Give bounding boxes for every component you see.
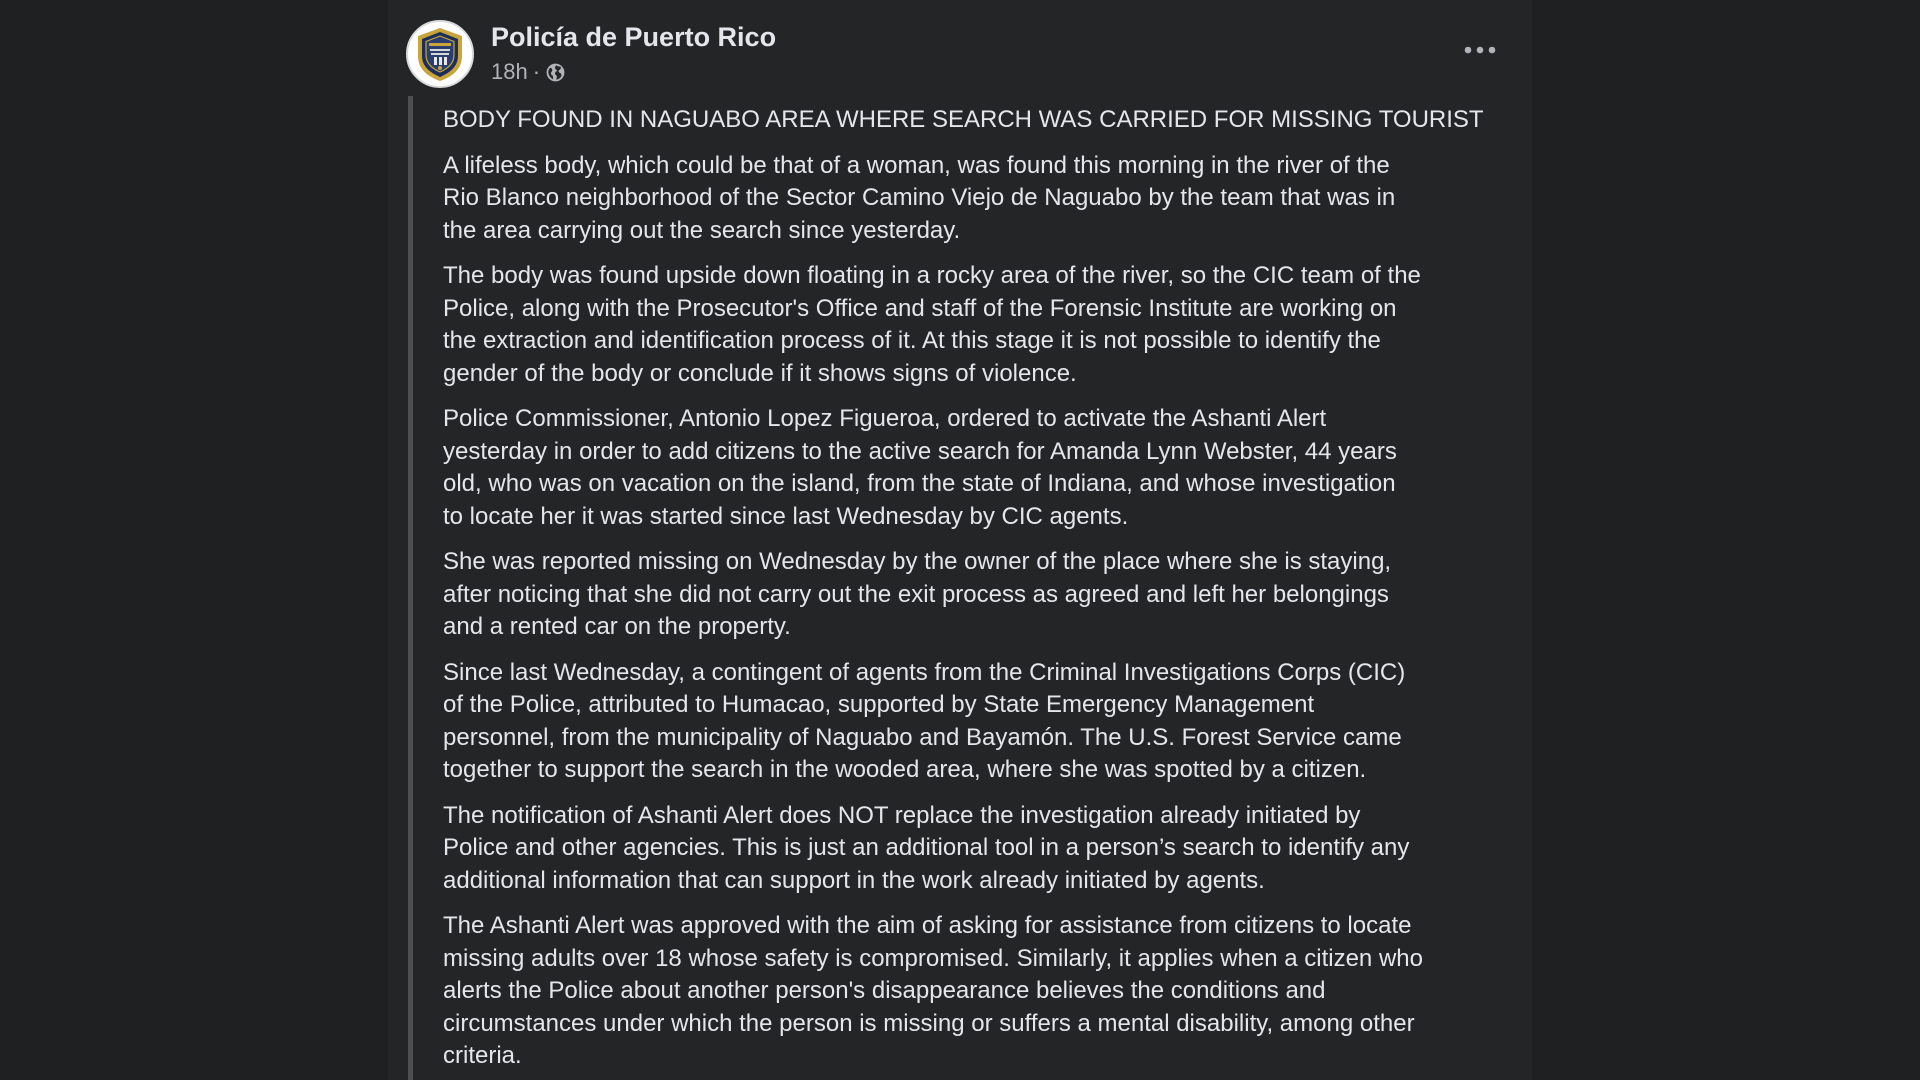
post-text [443, 104, 1532, 1080]
facebook-post [388, 0, 1532, 1080]
post-paragraph: The body was found upside down floating in a rocky area of the river, so the CIC team of the Police, along with the Prosecutor's Office and staff of the Forensic Institute are working on the extraction and identification process of it. At this stage it is not possible to identify the gender of the body or conclude if it shows signs of violence. [443, 262, 1421, 387]
page-avatar[interactable] [406, 20, 474, 88]
more-options-button[interactable] [1454, 30, 1506, 70]
post-headline: BODY FOUND IN NAGUABO AREA WHERE SEARCH WAS CARRIED FOR MISSING TOURIST [443, 106, 1484, 133]
meta-separator: · [532, 59, 541, 84]
post-meta [491, 57, 566, 87]
globe-icon[interactable] [545, 62, 566, 83]
post-paragraph: A lifeless body, which could be that of a woman, was found this morning in the river of the Rio Blanco neighborhood of the Sector Camino Viejo de Naguabo by the team that was in the area carrying out the search since yesterday. [443, 151, 1396, 244]
page-name-link[interactable]: Policía de Puerto Rico [491, 22, 777, 52]
quote-bar [408, 96, 413, 1080]
police-badge-logo [412, 26, 468, 82]
post-paragraph: The notification of Ashanti Alert does NOT replace the investigation already initiated by Police and other agencies. This is just an additional tool in a person’s search to identify any additional information that can support in the work already initiated by agents. [443, 801, 1410, 894]
post-paragraph: The Ashanti Alert was approved with the aim of asking for assistance from citizens to locate missing adults over 18 whose safety is compromised. Similarly, it applies when a citizen who alerts the Police about another person's disappearance believes the conditions and circumstances under which the person is missing or suffers a mental disability, among other criteria. [443, 912, 1423, 1069]
post-paragraph: She was reported missing on Wednesday by the owner of the place where she is staying, after noticing that she did not carry out the exit process as agreed and left her belongings and a rented car on the property. [443, 548, 1392, 640]
post-paragraph: Since last Wednesday, a contingent of agents from the Criminal Investigations Corps (CIC) of the Police, attributed to Humacao, supported by State Emergency Management personnel, from the municipality of Naguabo and Bayamón. The U.S. Forest Service came together to support the search in the wooded area, where she was spotted by a citizen. [443, 658, 1406, 783]
post-paragraph: Police Commissioner, Antonio Lopez Figueroa, ordered to activate the Ashanti Alert yesterday in order to add citizens to the active search for Amanda Lynn Webster, 44 years old, who was on vacation on the island, from the state of Indiana, and whose investigation to locate her it was started since last Wednesday by CIC agents. [443, 405, 1397, 530]
post-timestamp[interactable]: 18h [491, 59, 528, 84]
more-horizontal-icon [1464, 46, 1496, 54]
